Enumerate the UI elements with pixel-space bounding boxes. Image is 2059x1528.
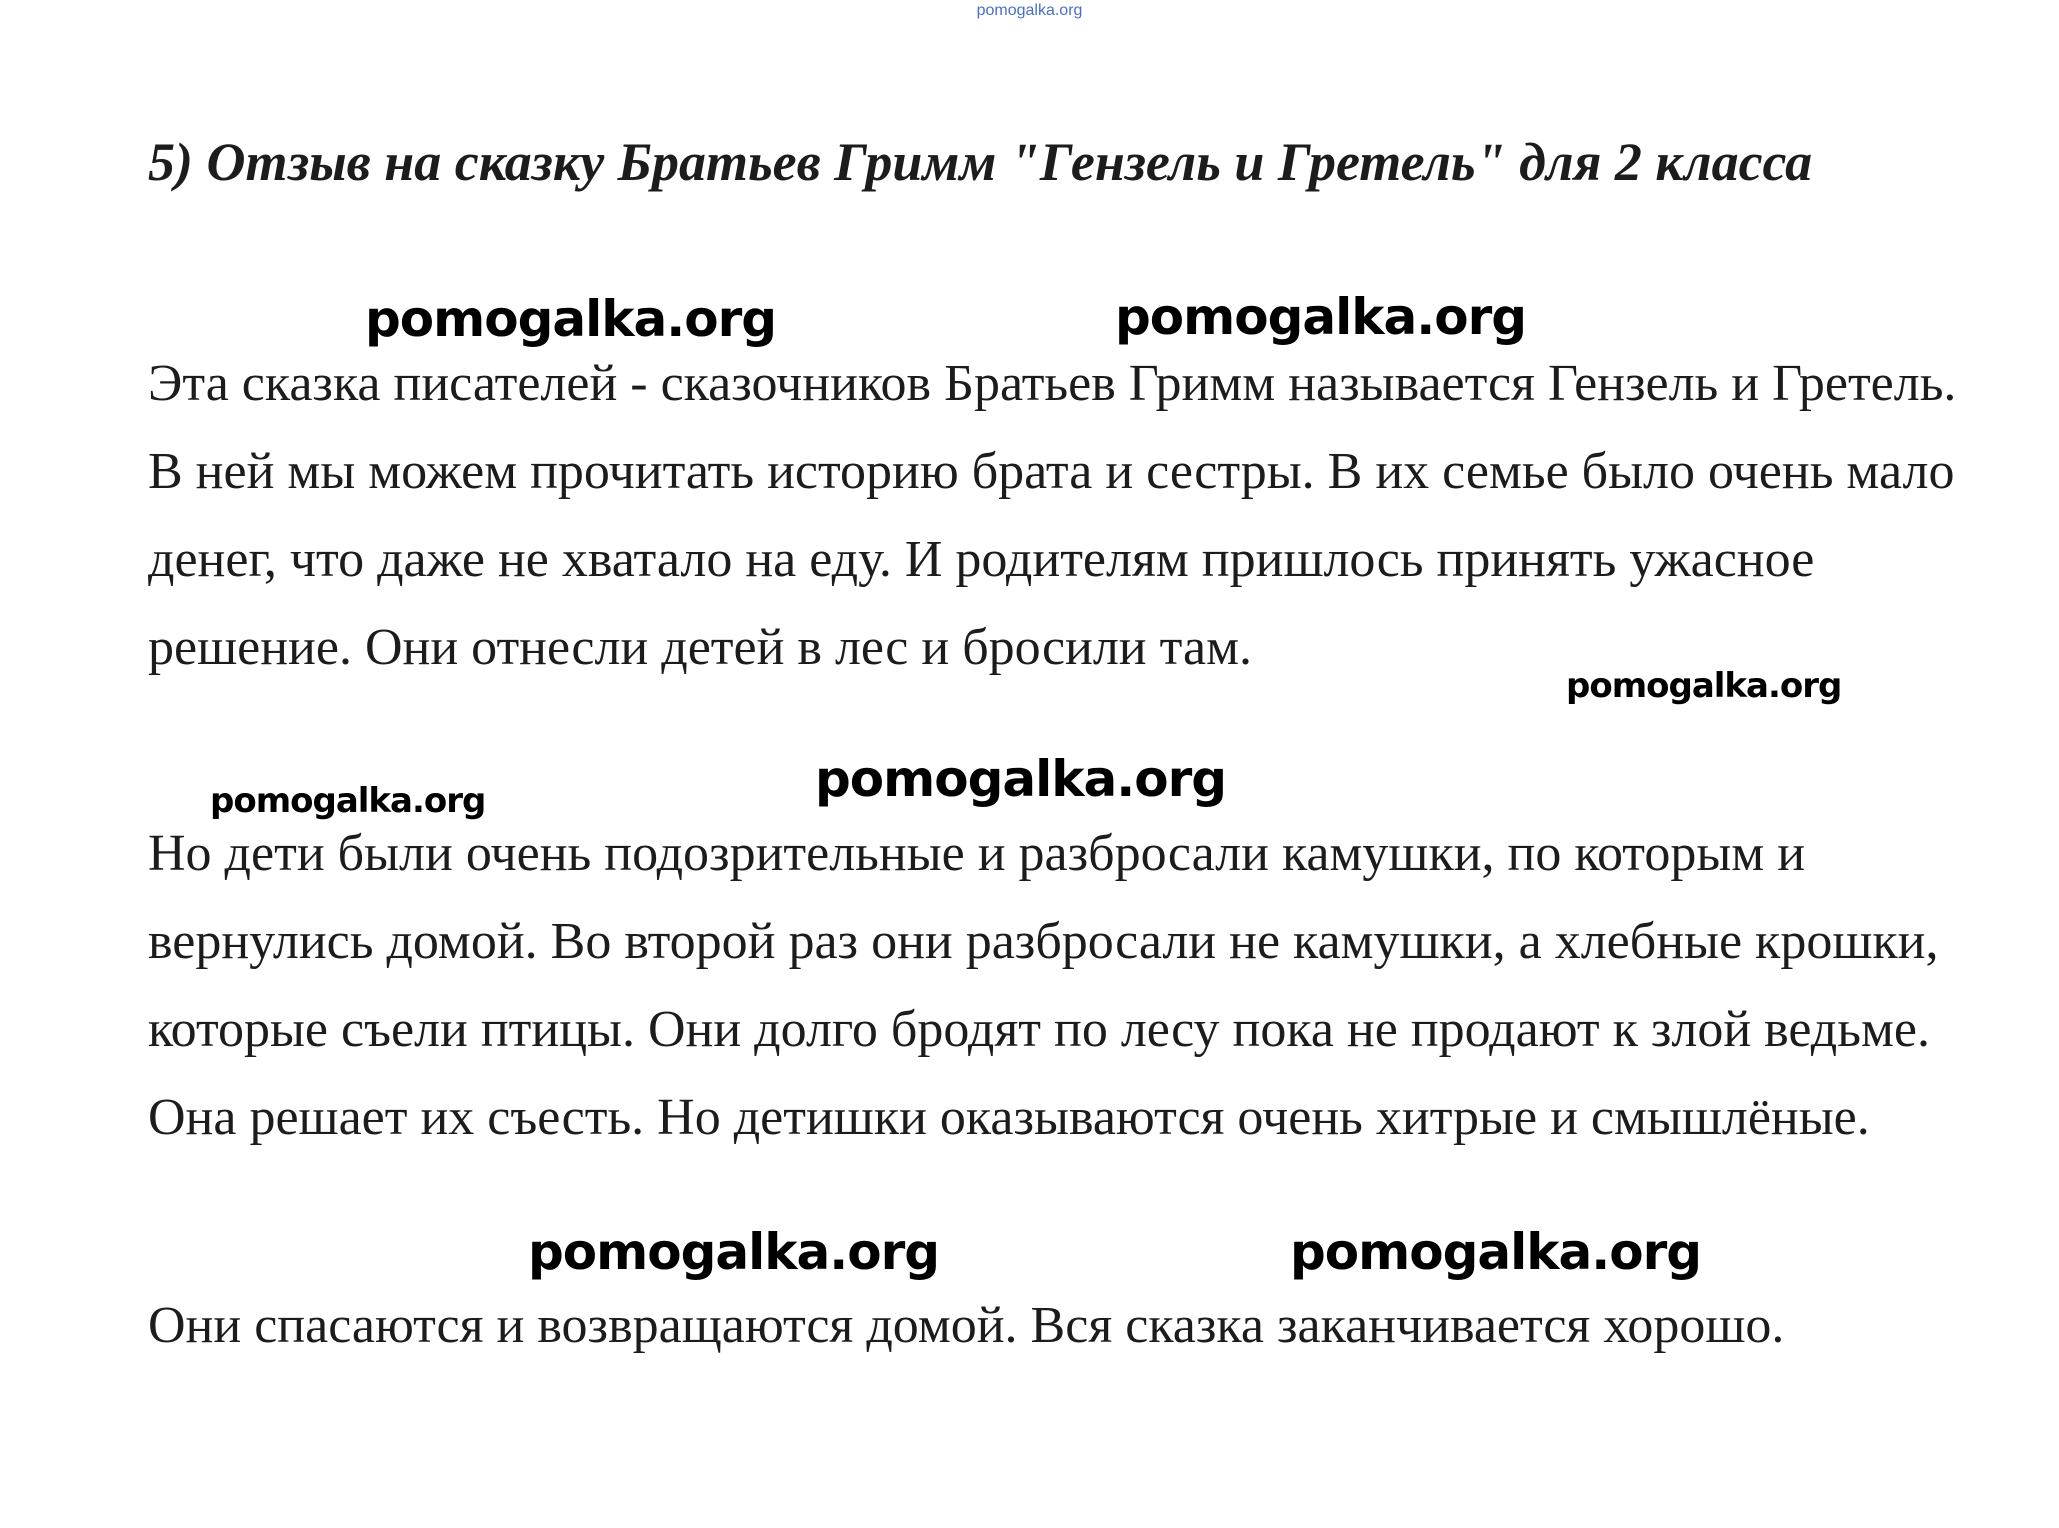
- watermark: pomogalka.org: [1115, 288, 1527, 346]
- paragraph-middle: Но дети были очень подозрительные и разбросали камушки, по которым и вернулись домой. Во второй раз они разбросали не камушки, а хлебные крошки, которые съели птицы. Они долго бродят по лесу пока не продают к злой ведьме. Она решает их съесть. Но детишки оказываются очень хитрые и смышлёные.: [148, 825, 1939, 1146]
- watermark: pomogalka.org: [528, 1223, 940, 1281]
- page-title: 5) Отзыв на сказку Братьев Гримм "Гензель и Гретель" для 2 класса: [148, 132, 1813, 192]
- site-link[interactable]: pomogalka.org: [976, 2, 1083, 19]
- watermark: pomogalka.org: [1566, 666, 1842, 706]
- watermark: pomogalka.org: [365, 290, 777, 348]
- paragraph-intro: Эта сказка писателей - сказочников Братьев Гримм называется Гензель и Гретель. В ней мы можем прочитать историю брата и сестры. В их семье было очень мало денег, что даже не хватало на еду. И родителям пришлось принять ужасное решение. Они отнесли детей в лес и бросили там.: [148, 355, 1957, 676]
- paragraph-ending: Они спасаются и возвращаются домой. Вся сказка заканчивается хорошо.: [148, 1297, 1785, 1354]
- watermark: pomogalka.org: [815, 750, 1227, 808]
- watermark: pomogalka.org: [1290, 1223, 1702, 1281]
- watermark: pomogalka.org: [210, 781, 486, 821]
